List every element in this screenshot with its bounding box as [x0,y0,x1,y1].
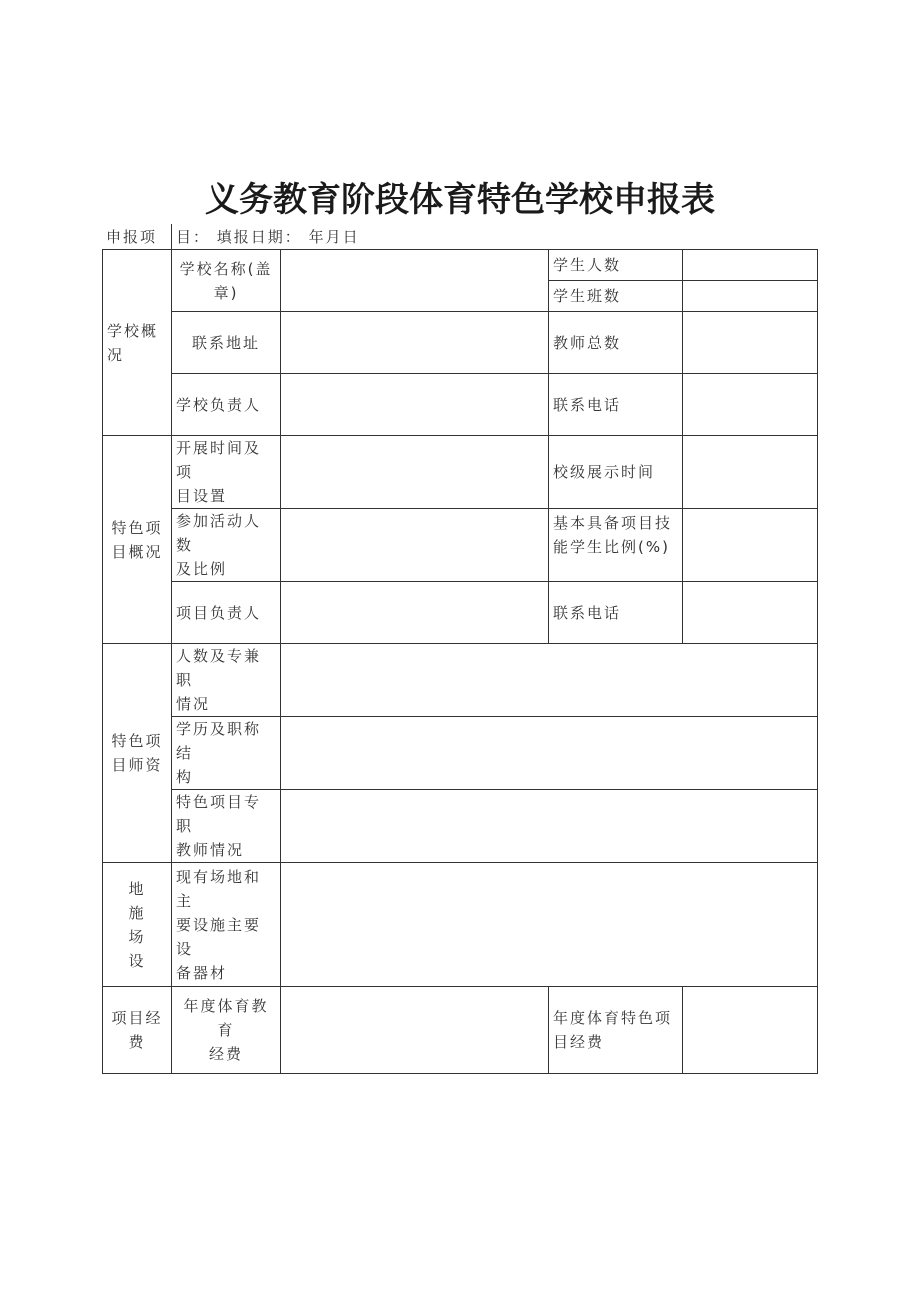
label-education: 学历及职称结 构 [172,717,281,790]
label-show-time: 校级展示时间 [549,436,683,509]
field-project-phone[interactable] [683,582,818,644]
field-facilities[interactable] [281,863,818,987]
meta-info [176,226,360,247]
project-suffix: 目： [176,228,211,246]
field-school-phone[interactable] [683,374,818,436]
meta-divider [171,224,172,250]
label-annual-project-funding: 年度体育特色项 目经费 [549,987,683,1074]
label-project-phone: 联系电话 [549,582,683,644]
label-class-count: 学生班数 [549,281,683,312]
category-school-overview: 学校概 况 [103,250,172,436]
field-annual-project-funding[interactable] [683,987,818,1074]
field-skill-ratio[interactable] [683,509,818,582]
project-label: 申报项 [106,228,158,246]
label-teacher-total: 教师总数 [549,312,683,374]
label-facilities: 现有场地和主 要设施主要设 备器材 [172,863,281,987]
label-address: 联系地址 [172,312,281,374]
field-school-name[interactable] [281,250,549,312]
label-participants: 参加活动人数 及比例 [172,509,281,582]
label-annual-pe-funding: 年度体育教育 经费 [172,987,281,1074]
field-fulltime-teachers[interactable] [281,790,818,863]
label-school-phone: 联系电话 [549,374,683,436]
category-project-teachers: 特色项 目师资 [103,644,172,863]
label-project-lead: 项目负责人 [172,582,281,644]
label-fulltime-teachers: 特色项目专职 教师情况 [172,790,281,863]
category-project-overview: 特色项 目概况 [103,436,172,644]
label-student-count: 学生人数 [549,250,683,281]
field-address[interactable] [281,312,549,374]
label-school-name: 学校名称(盖 章) [172,250,281,312]
field-start-time[interactable] [281,436,549,509]
field-student-count[interactable] [683,250,818,281]
date-label: 填报日期： [216,228,302,246]
label-staff: 人数及专兼职 情况 [172,644,281,717]
field-principal[interactable] [281,374,549,436]
field-participants[interactable] [281,509,549,582]
label-principal: 学校负责人 [172,374,281,436]
field-class-count[interactable] [683,281,818,312]
label-skill-ratio: 基本具备项目技 能学生比例(%) [549,509,683,582]
field-education[interactable] [281,717,818,790]
field-show-time[interactable] [683,436,818,509]
field-annual-pe-funding[interactable] [281,987,549,1074]
page-title: 义务教育阶段体育特色学校申报表 [205,180,715,220]
application-form [102,249,818,1074]
field-project-lead[interactable] [281,582,549,644]
field-staff[interactable] [281,644,818,717]
category-project-funding: 项目经 费 [103,987,172,1074]
date-value[interactable]: 年月日 [308,228,360,246]
category-venue-facilities: 地 施 场 设 [103,863,172,987]
label-start-time: 开展时间及项 目设置 [172,436,281,509]
field-teacher-total[interactable] [683,312,818,374]
